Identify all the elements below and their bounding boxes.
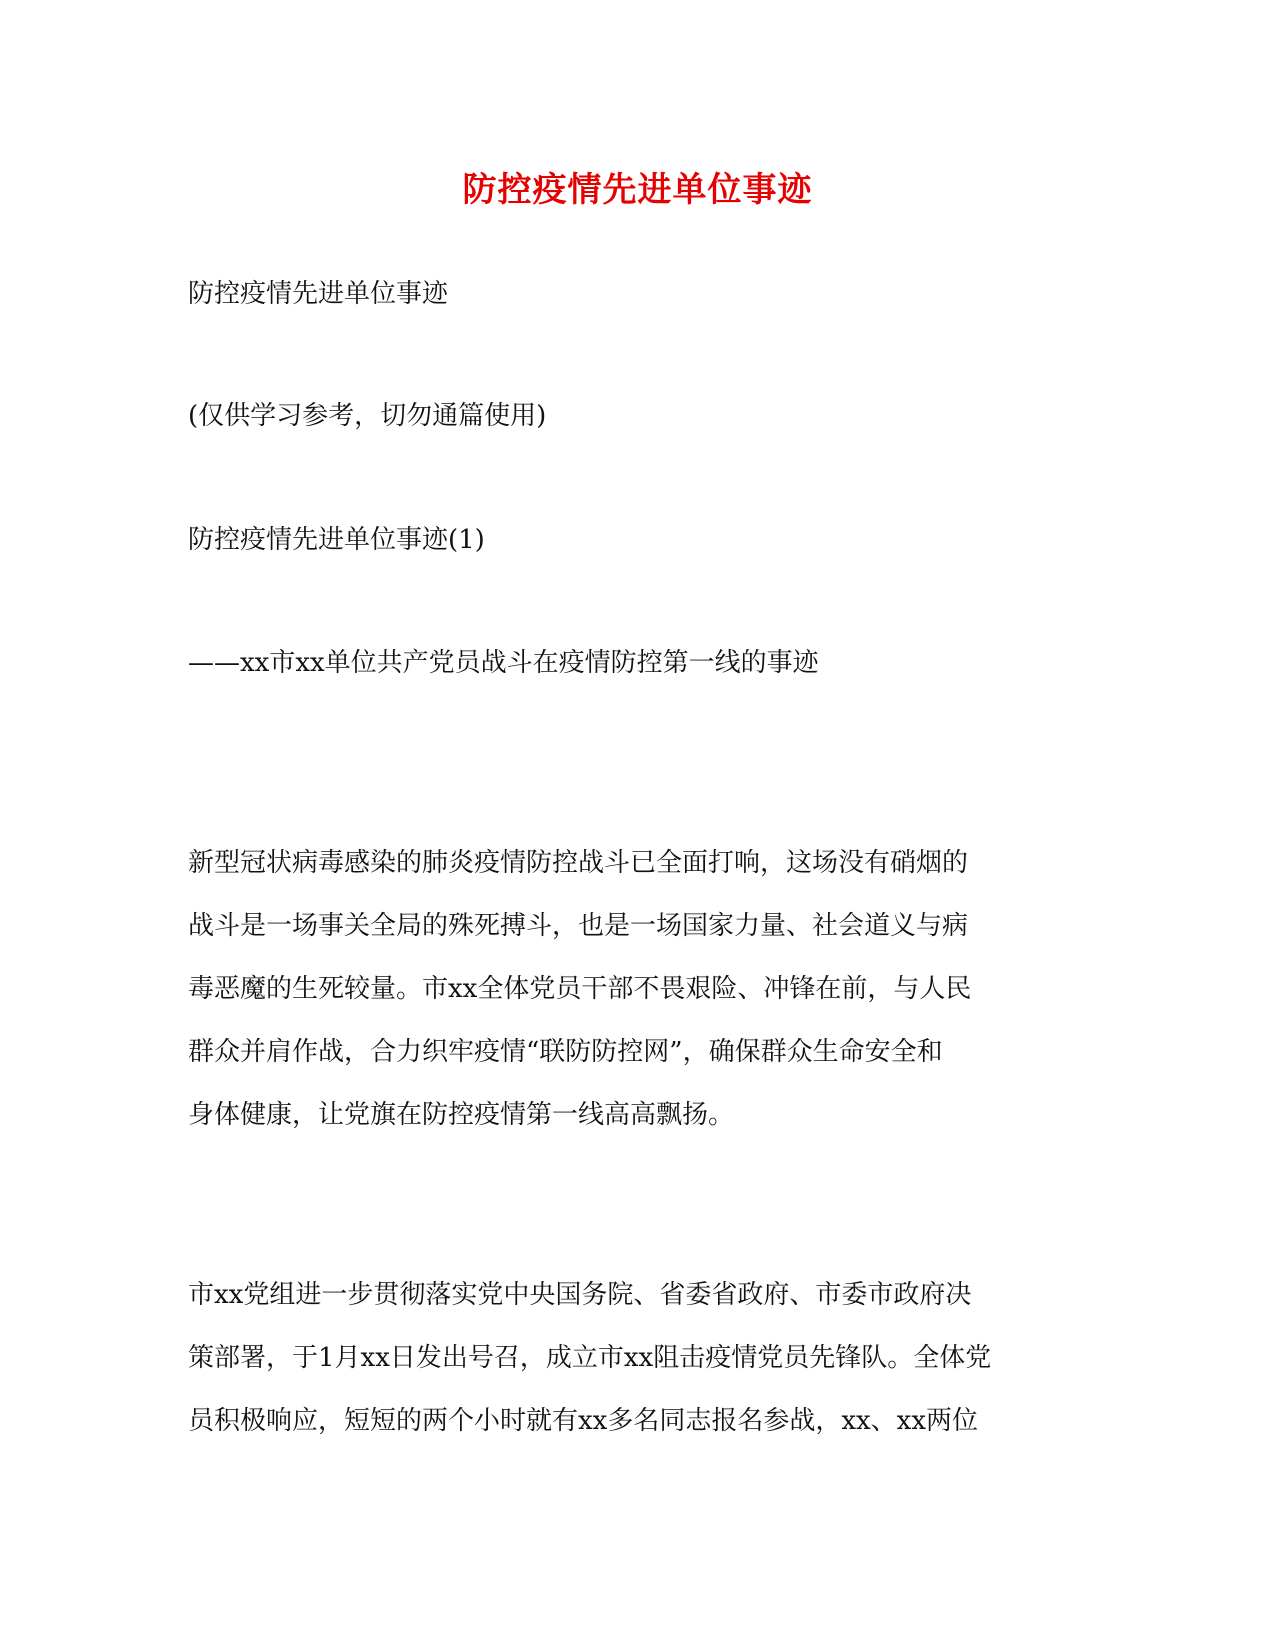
paragraph-line: 群众并肩作战，合力织牢疫情“联防防控网”，确保群众生命安全和	[188, 1037, 943, 1067]
paragraph-line: 新型冠状病毒感染的肺炎疫情防控战斗已全面打响，这场没有硝烟的	[188, 848, 969, 878]
document-subtitle: 防控疫情先进单位事迹	[188, 279, 449, 309]
paragraph-line: 战斗是一场事关全局的殊死搏斗，也是一场国家力量、社会道义与病	[188, 911, 969, 941]
document-title: 防控疫情先进单位事迹	[462, 170, 813, 210]
paragraph-line: 身体健康，让党旗在防控疫情第一线高高飘扬。	[188, 1100, 735, 1130]
section-subheading: ——xx市xx单位共产党员战斗在疫情防控第一线的事迹	[188, 648, 819, 678]
section-heading: 防控疫情先进单位事迹(1)	[188, 525, 485, 555]
paragraph-line: 策部署，于1月xx日发出号召，成立市xx阻击疫情党员先锋队。全体党	[188, 1343, 992, 1373]
body-paragraph-2	[188, 1264, 1068, 1453]
paragraph-line: 毒恶魔的生死较量。市xx全体党员干部不畏艰险、冲锋在前，与人民	[188, 974, 972, 1004]
paragraph-line: 员积极响应，短短的两个小时就有xx多名同志报名参战，xx、xx两位	[188, 1406, 978, 1436]
paragraph-line: 市xx党组进一步贯彻落实党中央国务院、省委省政府、市委市政府决	[188, 1280, 972, 1310]
usage-notice: (仅供学习参考，切勿通篇使用)	[188, 401, 547, 431]
body-paragraph-1	[188, 832, 1068, 1147]
